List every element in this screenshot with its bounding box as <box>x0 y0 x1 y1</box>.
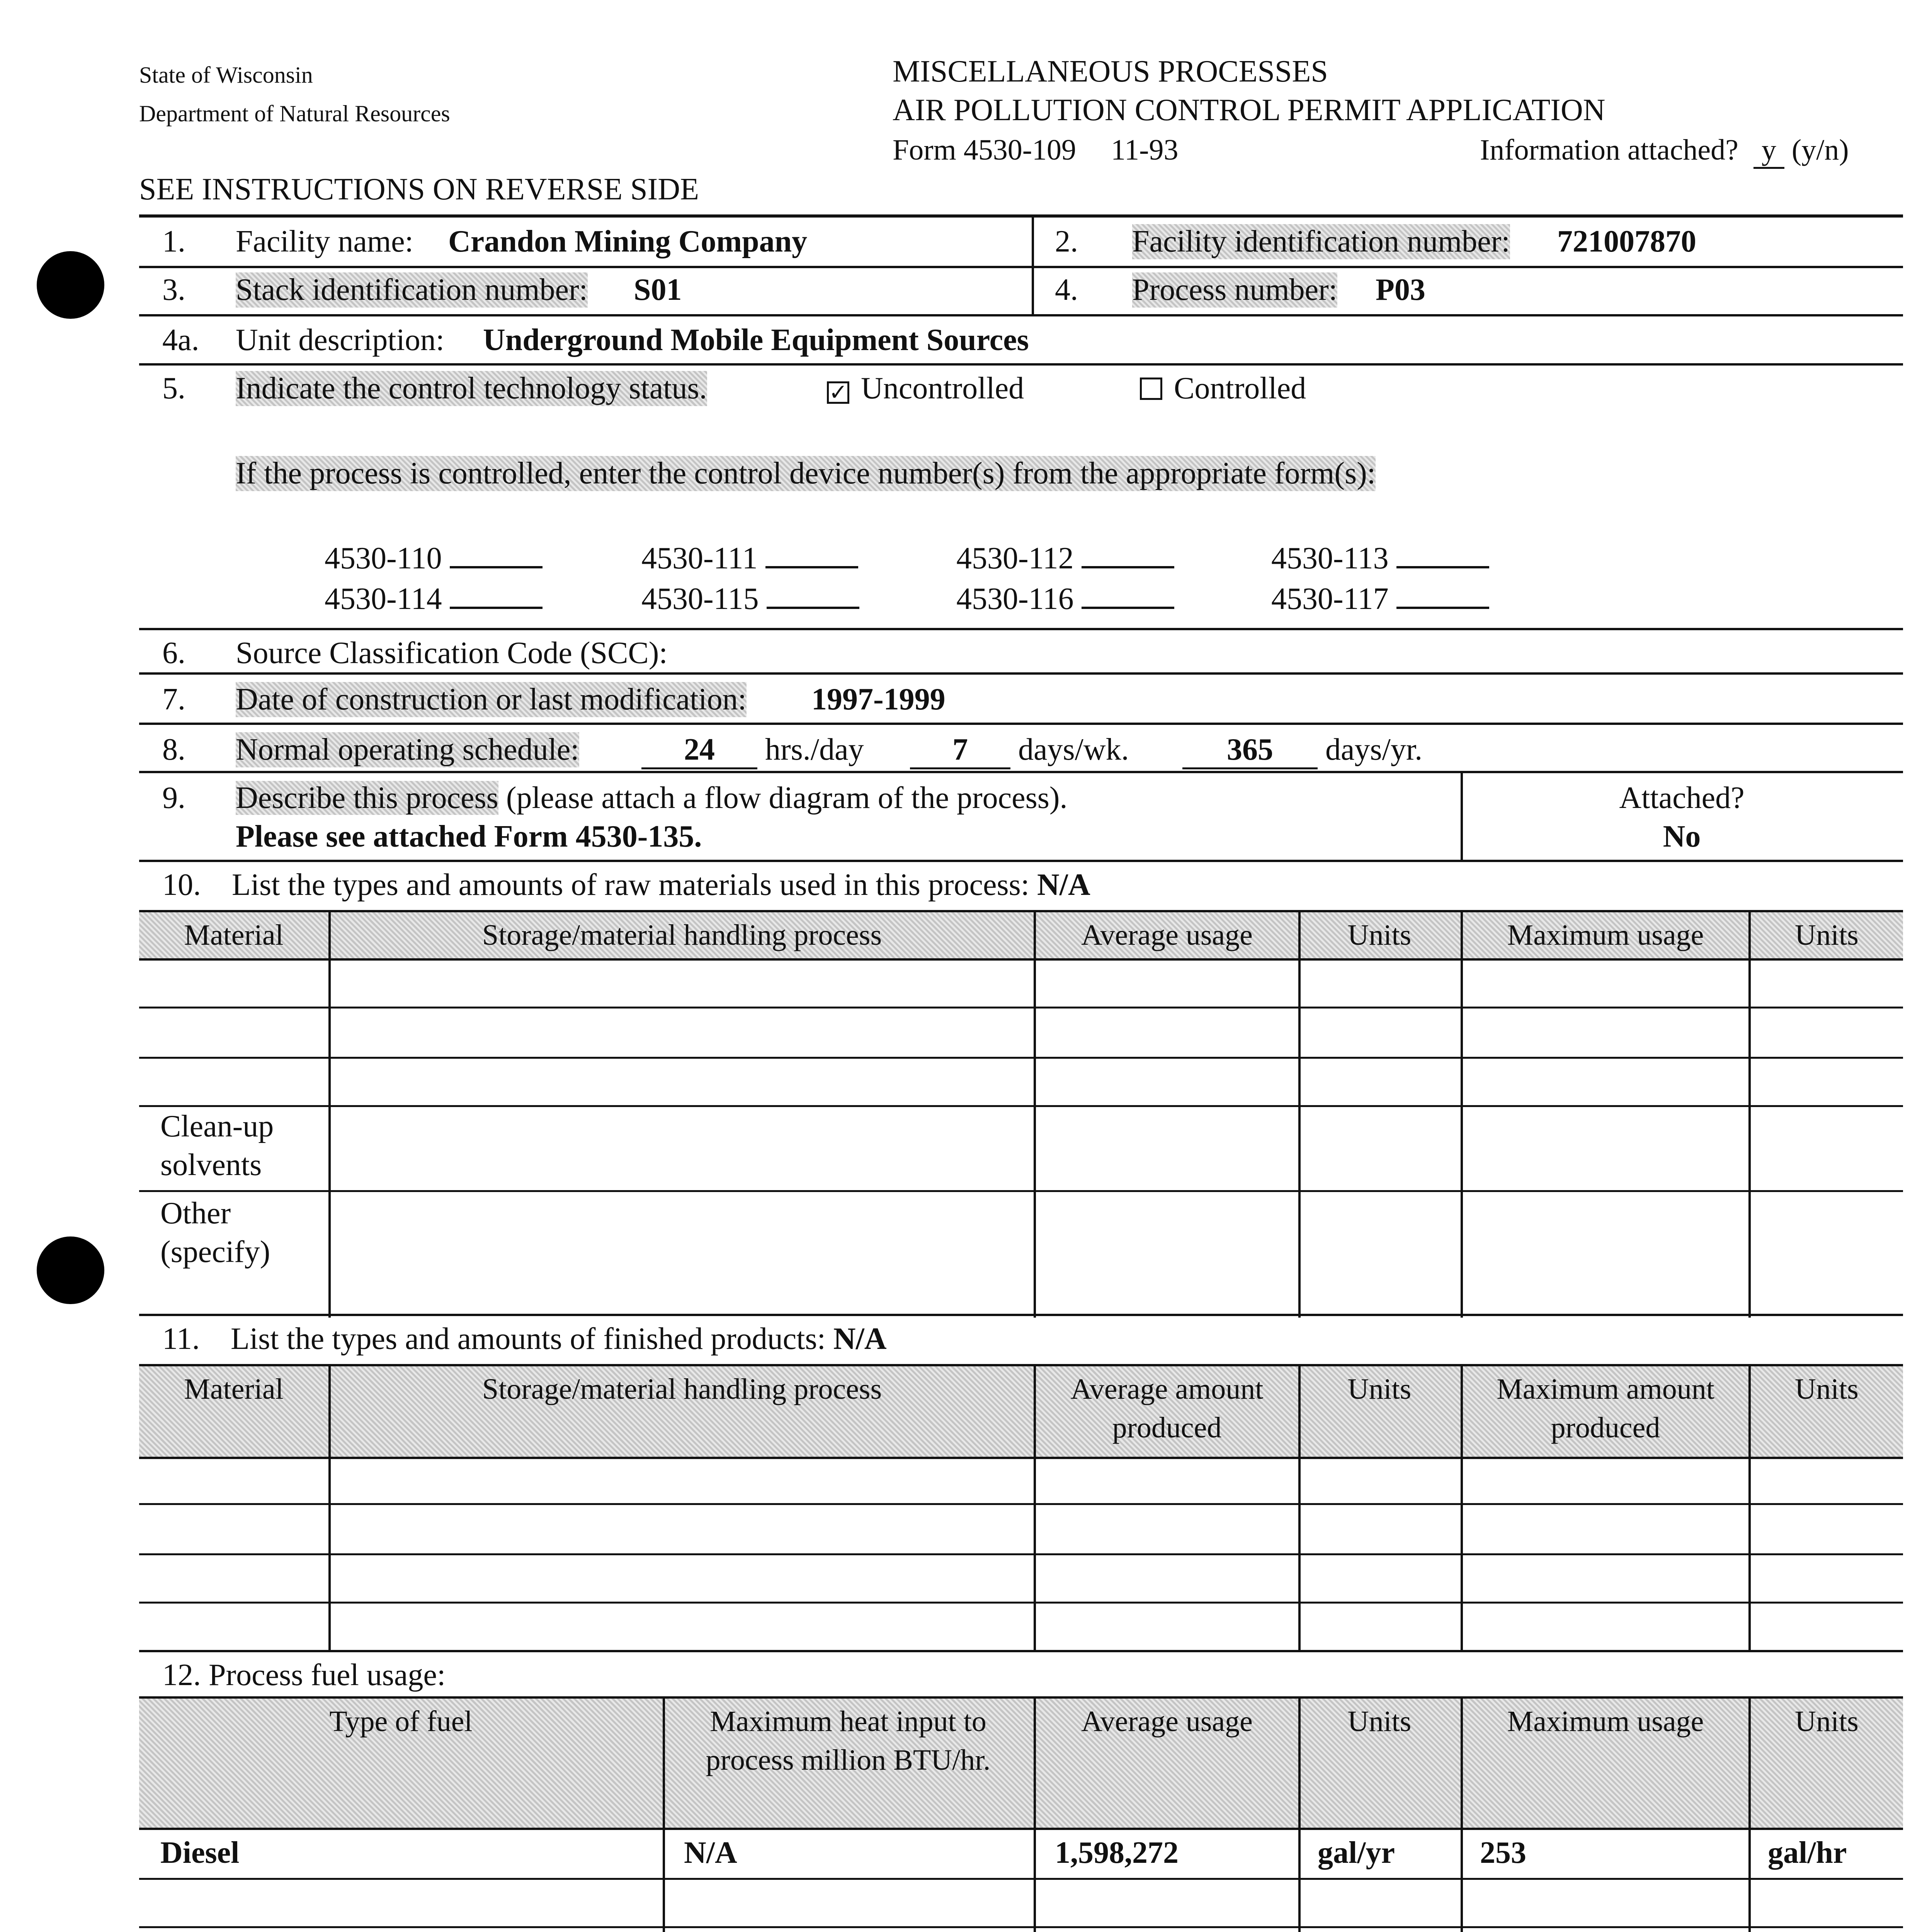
device-4530-114[interactable]: 4530-114 <box>325 582 543 617</box>
field-5-number: 5. <box>162 371 185 405</box>
process-number-label: Process number: <box>1132 273 1338 307</box>
describe-process-instruction: (please attach a flow diagram of the process). <box>506 781 1068 815</box>
device-4530-113[interactable]: 4530-113 <box>1271 541 1489 576</box>
field-3-number: 3. <box>162 273 185 307</box>
operating-schedule-label: Normal operating schedule: <box>236 733 579 767</box>
t11-col-units-2: Units <box>1795 1373 1859 1405</box>
days-per-week-value[interactable]: 7 <box>910 732 1010 769</box>
punch-hole-top <box>37 251 104 319</box>
form-id: Form 4530-109 <box>893 134 1076 166</box>
field-1-number: 1. <box>162 224 185 259</box>
uncontrolled-checkbox-checked[interactable]: ✓ <box>827 381 849 404</box>
t11-col-units-1: Units <box>1347 1373 1412 1405</box>
t12-col-units-1: Units <box>1347 1705 1412 1738</box>
cleanup-solvents-label-1: Clean-up <box>160 1109 274 1143</box>
instructions-note: SEE INSTRUCTIONS ON REVERSE SIDE <box>139 172 699 206</box>
field-6-number: 6. <box>162 636 185 670</box>
fuel-type-diesel: Diesel <box>160 1836 240 1870</box>
department-name: Department of Natural Resources <box>139 101 450 126</box>
punch-hole-middle <box>37 1236 104 1304</box>
scc-label: Source Classification Code (SCC): <box>236 636 668 670</box>
field-4a-number: 4a. <box>162 323 199 357</box>
t10-col-units-2: Units <box>1795 919 1859 951</box>
finished-products-value[interactable]: N/A <box>833 1322 887 1356</box>
fuel-maximum-units: gal/hr <box>1768 1836 1847 1870</box>
field-7-number: 7. <box>162 682 185 716</box>
controlled-label: Controlled <box>1174 371 1306 405</box>
stack-id-value[interactable]: S01 <box>634 273 682 307</box>
unit-description-label: Unit description: <box>236 323 444 357</box>
uncontrolled-label: Uncontrolled <box>861 371 1024 405</box>
fuel-max-heat-input: N/A <box>684 1836 737 1870</box>
field-12-label: 12. Process fuel usage: <box>162 1658 446 1692</box>
construction-date-value[interactable]: 1997-1999 <box>811 682 946 716</box>
field-4-number: 4. <box>1055 273 1078 307</box>
fuel-average-usage: 1,598,272 <box>1055 1836 1179 1870</box>
field-8-number: 8. <box>162 733 185 767</box>
form-title-2: AIR POLLUTION CONTROL PERMIT APPLICATION <box>893 93 1605 127</box>
device-4530-110[interactable]: 4530-110 <box>325 541 543 576</box>
field-11-label: 11. List the types and amounts of finished products: N/A <box>162 1322 887 1356</box>
device-4530-115[interactable]: 4530-115 <box>641 582 859 617</box>
fuel-average-units: gal/yr <box>1318 1836 1395 1870</box>
info-attached-yn: (y/n) <box>1791 134 1849 166</box>
construction-date-label: Date of construction or last modification: <box>236 682 747 716</box>
field-10-label: 10. List the types and amounts of raw materials used in this process: N/A <box>162 868 1090 902</box>
days-week-unit: days/wk. <box>1018 733 1129 767</box>
t10-col-maximum-usage: Maximum usage <box>1507 919 1704 951</box>
control-device-note: If the process is controlled, enter the control device number(s) from the appropriate form(s): <box>236 456 1376 490</box>
info-attached-label: Information attached? <box>1480 134 1738 166</box>
days-per-year-value[interactable]: 365 <box>1182 732 1318 769</box>
unit-description-value[interactable]: Underground Mobile Equipment Sources <box>483 323 1029 357</box>
days-per-year[interactable] <box>1182 732 1422 769</box>
info-attached-value[interactable]: y <box>1753 133 1784 169</box>
cleanup-solvents-label-2: solvents <box>160 1148 262 1182</box>
controlled-option[interactable] <box>1140 371 1306 406</box>
t11-col-maximum-produced: Maximum amount produced <box>1497 1373 1714 1444</box>
facility-name-value[interactable]: Crandon Mining Company <box>448 224 808 259</box>
facility-id-value[interactable]: 721007870 <box>1557 224 1696 259</box>
hours-unit: hrs./day <box>765 733 864 767</box>
facility-id-label: Facility identification number: <box>1132 224 1510 259</box>
uncontrolled-option[interactable] <box>827 371 1024 406</box>
t12-col-maximum-usage: Maximum usage <box>1507 1705 1704 1738</box>
facility-name-label: Facility name: <box>236 224 413 259</box>
hours-per-day[interactable] <box>641 732 864 769</box>
hours-per-day-value[interactable]: 24 <box>641 732 757 769</box>
t10-col-material: Material <box>184 919 284 951</box>
t12-col-max-heat-input: Maximum heat input to process million BTU/hr. <box>706 1705 991 1776</box>
control-status-label: Indicate the control technology status. <box>236 371 707 405</box>
fuel-maximum-usage: 253 <box>1480 1836 1526 1870</box>
raw-materials-value[interactable]: N/A <box>1037 868 1090 902</box>
form-title-1: MISCELLANEOUS PROCESSES <box>893 54 1328 88</box>
process-number-value[interactable]: P03 <box>1376 273 1425 307</box>
t12-col-units-2: Units <box>1795 1705 1859 1738</box>
describe-process-value[interactable]: Please see attached Form 4530-135. <box>236 820 702 854</box>
other-specify-label-1: Other <box>160 1196 231 1230</box>
days-per-week[interactable] <box>910 732 1129 769</box>
field-2-number: 2. <box>1055 224 1078 259</box>
t12-col-average-usage: Average usage <box>1081 1705 1253 1738</box>
info-attached <box>1480 133 1849 169</box>
t11-col-material: Material <box>184 1373 284 1405</box>
t11-col-storage: Storage/material handling process <box>482 1373 882 1405</box>
describe-process-line <box>236 781 1068 816</box>
device-4530-111[interactable]: 4530-111 <box>641 541 858 576</box>
device-4530-112[interactable]: 4530-112 <box>956 541 1174 576</box>
state-name: State of Wisconsin <box>139 62 313 88</box>
t11-col-average-produced: Average amount produced <box>1070 1373 1264 1444</box>
field-9-number: 9. <box>162 781 185 815</box>
device-4530-117[interactable]: 4530-117 <box>1271 582 1489 617</box>
attached-value-9[interactable]: No <box>1663 820 1701 854</box>
t10-col-average-usage: Average usage <box>1081 919 1253 951</box>
stack-id-label: Stack identification number: <box>236 273 588 307</box>
form-revision: 11-93 <box>1111 134 1179 166</box>
t10-col-units-1: Units <box>1347 919 1412 951</box>
t10-col-storage: Storage/material handling process <box>482 919 882 951</box>
days-year-unit: days/yr. <box>1325 733 1423 767</box>
attached-label-9: Attached? <box>1619 781 1745 815</box>
describe-process-label: Describe this process <box>236 781 498 815</box>
other-specify-label-2: (specify) <box>160 1235 270 1269</box>
t12-col-fuel-type: Type of fuel <box>329 1705 473 1738</box>
controlled-checkbox[interactable] <box>1140 378 1162 400</box>
form-number <box>893 133 1179 167</box>
device-4530-116[interactable]: 4530-116 <box>956 582 1174 617</box>
